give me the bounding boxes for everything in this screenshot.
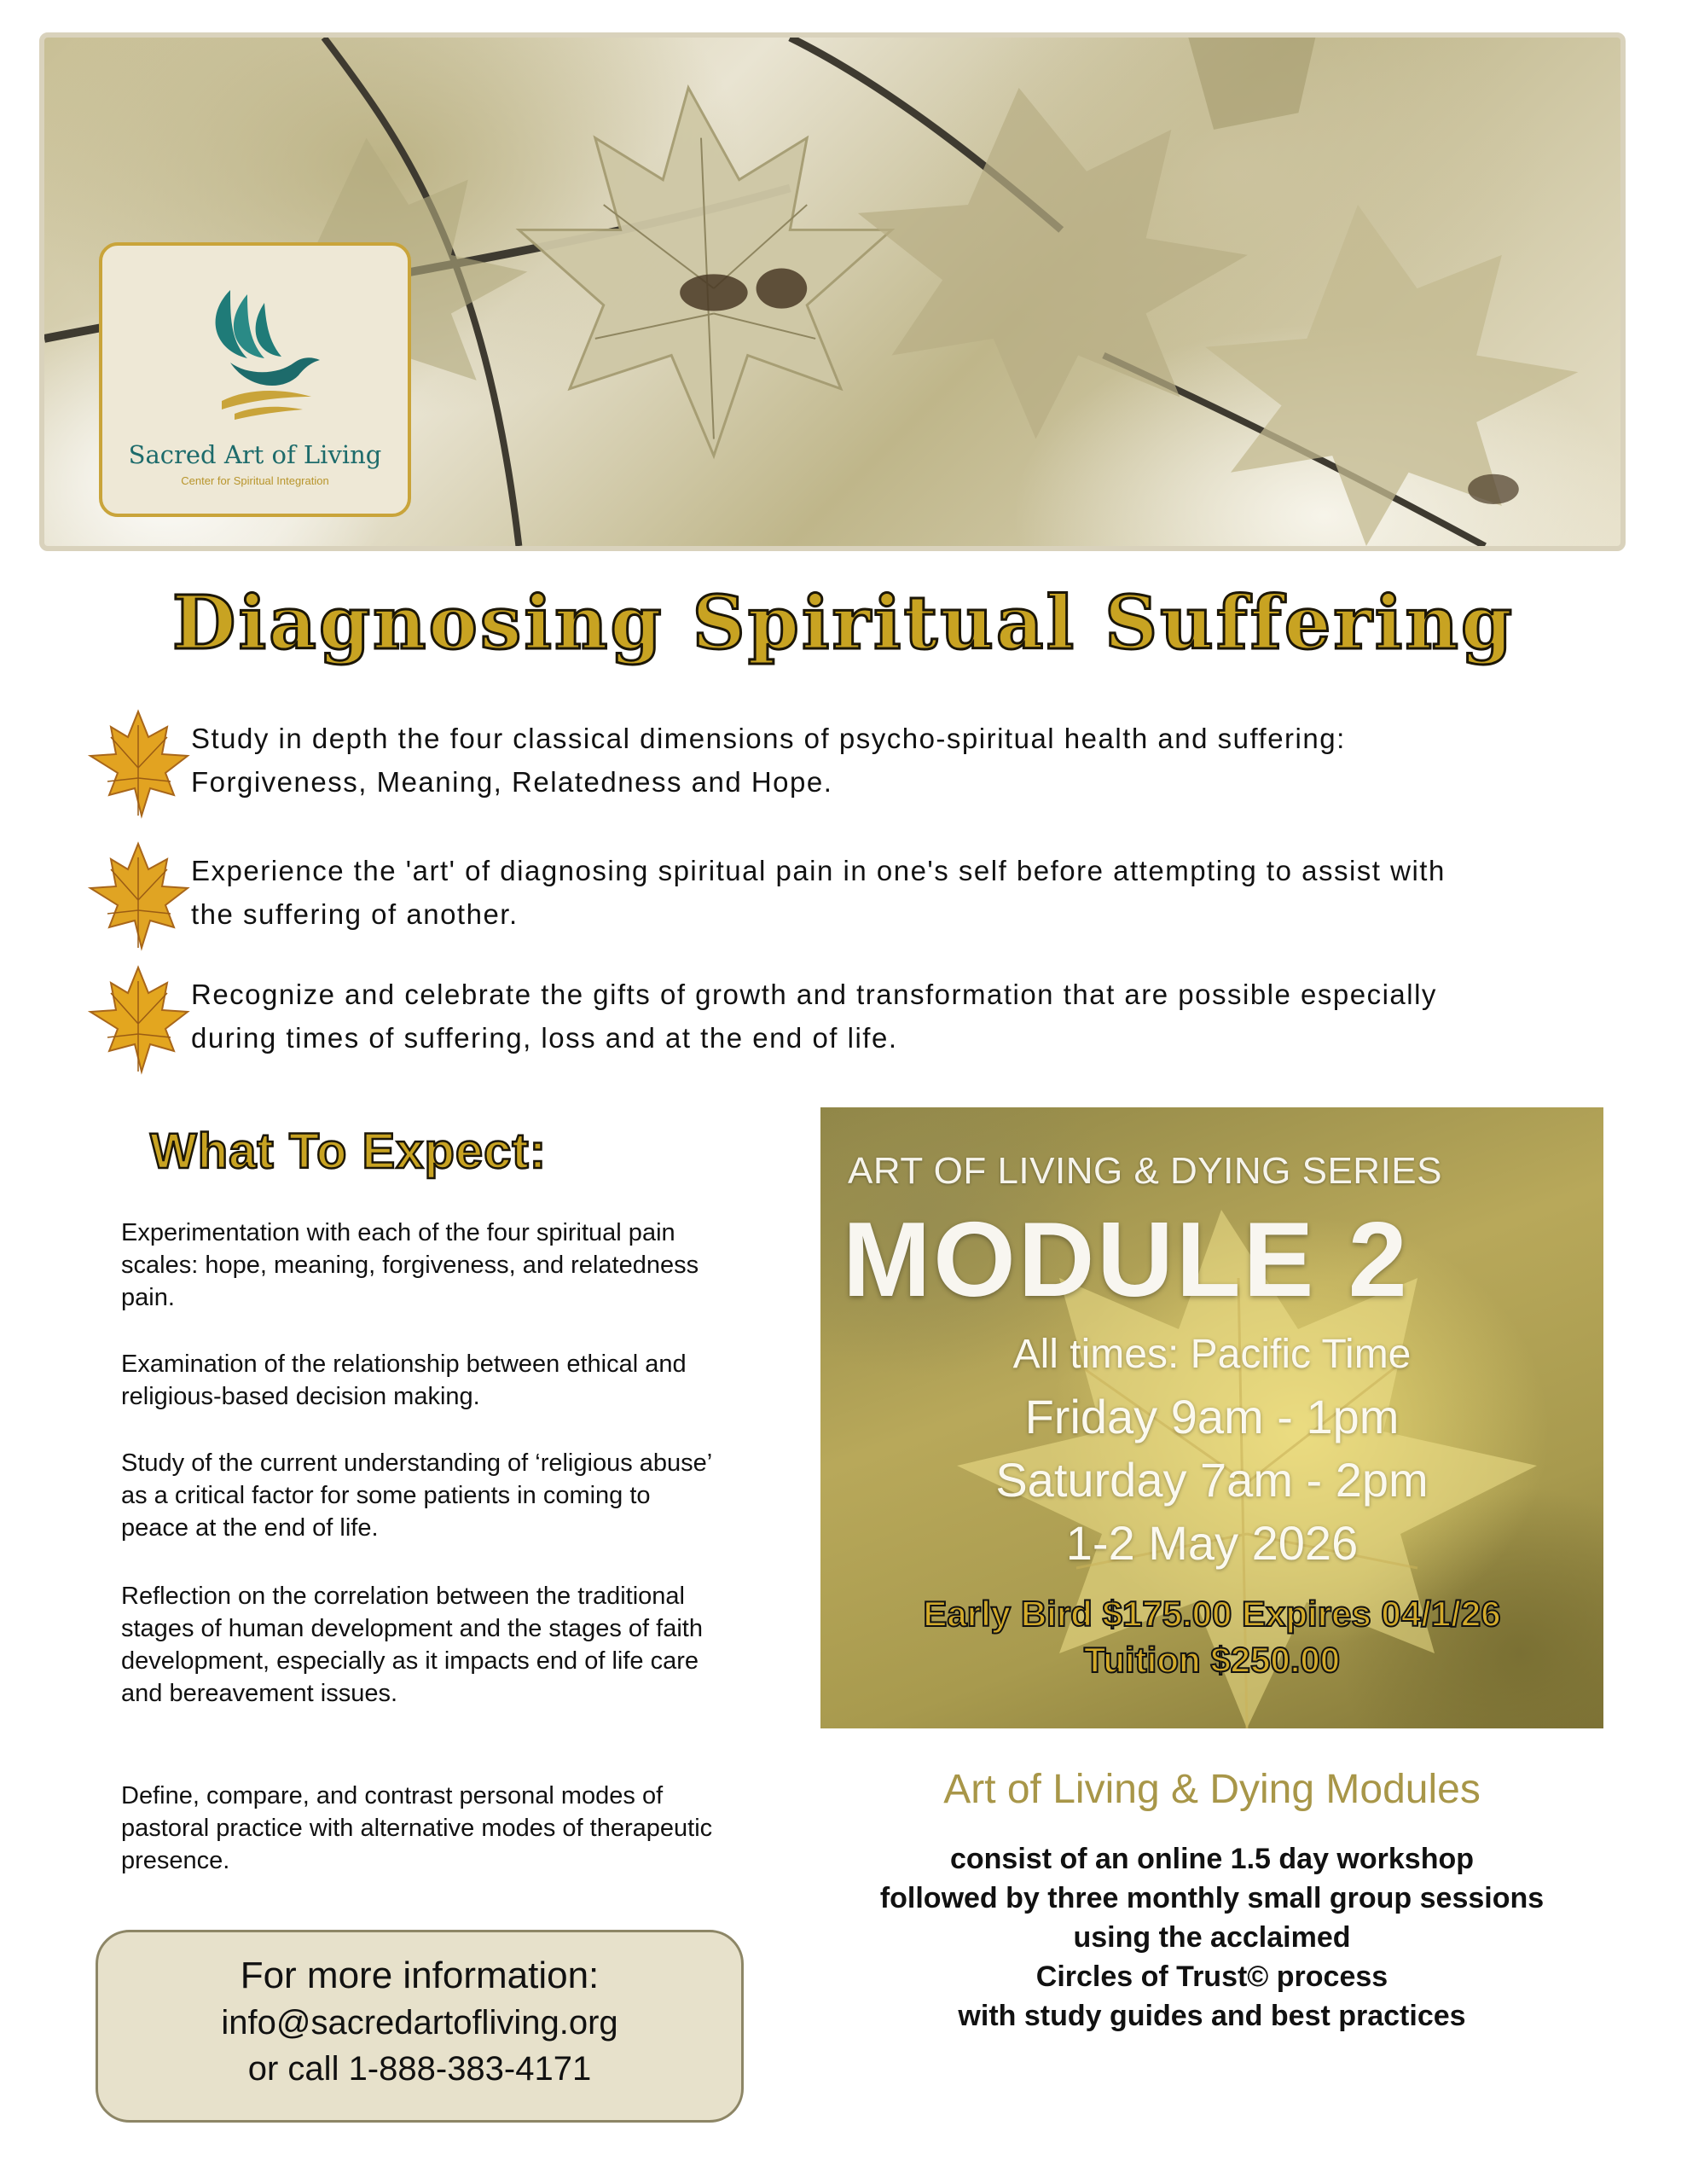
hero-banner — [39, 32, 1626, 551]
bullet-item — [85, 964, 1586, 1083]
maple-leaf-bullet-icon — [85, 964, 191, 1075]
modules-heading: Art of Living & Dying Modules — [943, 1767, 1481, 1812]
expect-item: Reflection on the correlation between the traditional stages of human development and the stages of faith development, especially as it impacts end of life care and bereavement issues. — [121, 1583, 703, 1707]
expect-item: Experimentation with each of the four spiritual pain scales: hope, meaning, forgiveness, and relatedness pain. — [121, 1219, 699, 1311]
logo-tagline: Center for Spiritual Integration — [181, 474, 329, 487]
page-title: Diagnosing Spiritual Suffering — [171, 580, 1516, 666]
maple-leaf-bullet-icon — [85, 840, 191, 951]
tuition-price: Tuition $250.00 — [1083, 1640, 1341, 1680]
logo-name: Sacred Art of Living — [128, 440, 382, 469]
bullet-text-line: Study in depth the four classical dimensions of psycho-spiritual health and suffering: — [191, 723, 1346, 754]
bullet-text-line: Recognize and celebrate the gifts of growth and transformation that are possible especially — [191, 979, 1437, 1010]
expect-item: Define, compare, and contrast personal modes of pastoral practice with alternative modes of therapeutic presence. — [121, 1782, 713, 1874]
contact-email-link[interactable]: info@sacredartofliving.org — [221, 2004, 618, 2042]
friday-schedule: Friday 9am - 1pm — [1024, 1390, 1400, 1443]
bullet-text-line: Experience the 'art' of diagnosing spiritual pain in one's self before attempting to assist with — [191, 855, 1446, 886]
saturday-schedule: Saturday 7am - 2pm — [995, 1453, 1429, 1507]
bullet-item — [85, 708, 1586, 828]
contact-phone: or call 1-888-383-4171 — [247, 2050, 592, 2088]
expect-item: Examination of the relationship between ethical and religious-based decision making. — [121, 1350, 687, 1410]
contact-box — [96, 1930, 744, 2123]
modules-description-line: consist of an online 1.5 day workshop — [949, 1843, 1474, 1875]
module-panel — [820, 1107, 1603, 1728]
modules-description-line: followed by three monthly small group sessions — [879, 1882, 1545, 1914]
dove-logo-icon — [196, 282, 333, 427]
bullet-text-line: Forgiveness, Meaning, Relatedness and Hope. — [191, 766, 833, 798]
timezone-label: All times: Pacific Time — [1012, 1332, 1412, 1377]
series-label: ART OF LIVING & DYING SERIES — [848, 1150, 1442, 1192]
maple-leaf-bullet-icon — [85, 708, 191, 819]
bullet-item — [85, 840, 1586, 960]
event-dates: 1-2 May 2026 — [1065, 1516, 1359, 1570]
bullet-text-line: the suffering of another. — [191, 898, 519, 930]
expect-item: Study of the current understanding of ‘religious abuse’ as a critical factor for some patients in coming to peace at the end of life. — [121, 1449, 712, 1542]
modules-description-line: Circles of Trust© process — [1035, 1960, 1388, 1993]
modules-description-line: with study guides and best practices — [958, 2000, 1466, 2032]
bullet-text-line: during times of suffering, loss and at the end of life. — [191, 1022, 898, 1054]
modules-description-line: using the acclaimed — [1073, 1921, 1351, 1954]
early-bird-price: Early Bird $175.00 Expires 04/1/26 — [923, 1594, 1501, 1634]
what-to-expect-heading: What To Expect: — [150, 1124, 548, 1179]
logo-box — [99, 242, 411, 517]
contact-heading: For more information: — [240, 1955, 600, 1996]
module-title: MODULE 2 — [843, 1201, 1410, 1319]
